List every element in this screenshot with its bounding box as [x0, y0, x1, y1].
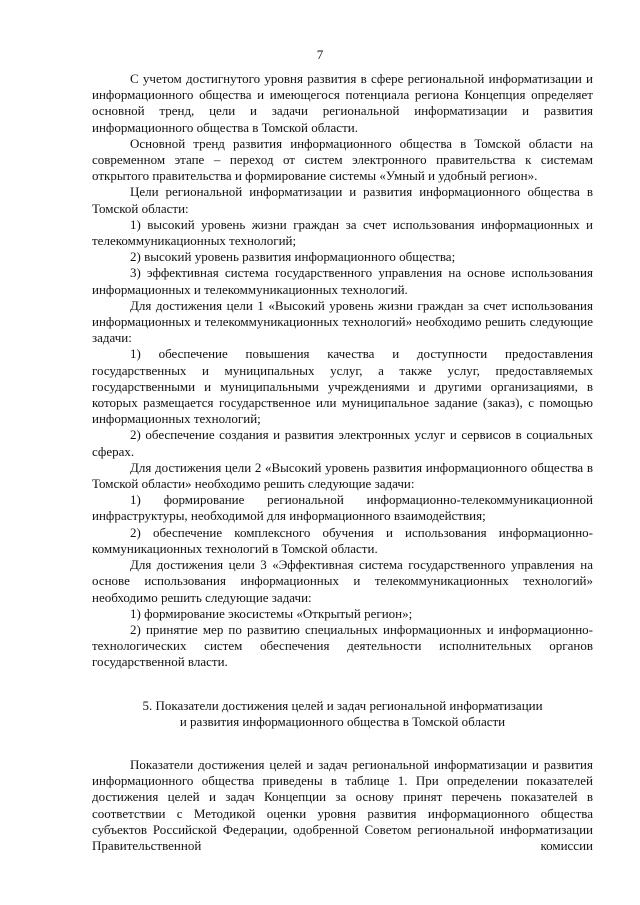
paragraph: 1) формирование региональной информационно-телекоммуникационной инфраструктуры, необходимой для информационного взаимодействия; — [92, 492, 593, 524]
paragraph: Основной тренд развития информационного общества в Томской области на современном этапе – переход от систем электронного правительства к системам открытого правительства и формирование системы «Умный и удобный регион». — [92, 135, 593, 184]
paragraph: 2) обеспечение комплексного обучения и использования информационно-коммуникационных технологий в Томской области. — [92, 524, 593, 556]
paragraph: Показатели достижения целей и задач региональной информатизации и развития информационного общества приведены в таблице 1. При определении показателей достижения целей и задач Концепции за основу принят перечень показателей в соответствии с Методикой оценки уровня развития информационного общества субъектов Российской Федерации, одобренной Советом региональной информатизации Правительственной комиссии — [92, 756, 593, 853]
text-block-before — [92, 71, 593, 671]
paragraph: 3) эффективная система государственного управления на основе использования информационных и телекоммуникационных технологий. — [92, 265, 593, 297]
section-heading — [92, 698, 593, 730]
text-block-after — [92, 757, 593, 854]
paragraph: С учетом достигнутого уровня развития в сфере региональной информатизации и информационного общества и имеющегося потенциала региона Концепция определяет основной тренд, цели и задачи региональной информатизации и развития информационного общества в Томской области. — [92, 71, 593, 135]
document-body — [92, 71, 593, 854]
paragraph: Для достижения цели 3 «Эффективная система государственного управления на основе использования информационных и телекоммуникационных технологий» необходимо решить следующие задачи: — [92, 557, 593, 605]
paragraph: 1) обеспечение повышения качества и доступности предоставления государственных и муниципальных услуг, а также услуг, предоставляемых государственными и муниципальными учреждениями и другими организациями, в которых размещается государственное или муниципальное задание (заказ), с помощью информационных технологий; — [92, 346, 593, 427]
paragraph: 2) высокий уровень развития информационного общества; — [130, 249, 456, 265]
page-number: 7 — [316, 47, 324, 62]
section-heading-line1: 5. Показатели достижения целей и задач региональной информатизации — [142, 697, 543, 713]
paragraph: Для достижения цели 2 «Высокий уровень развития информационного общества в Томской области» необходимо решить следующие задачи: — [92, 459, 593, 492]
paragraph: 2) принятие мер по развитию специальных информационных и информационно-технологических систем обеспечения деятельности исполнительных органов государственной власти. — [92, 621, 593, 670]
section-heading-line2: и развития информационного общества в Томской области — [179, 713, 506, 729]
paragraph: 1) формирование экосистемы «Открытый регион»; — [130, 605, 413, 621]
paragraph: 1) высокий уровень жизни граждан за счет использования информационных и телекоммуникационных технологий; — [92, 216, 593, 249]
paragraph: 2) обеспечение создания и развития электронных услуг и сервисов в социальных сферах. — [92, 427, 593, 459]
paragraph: Цели региональной информатизации и развития информационного общества в Томской области: — [92, 184, 593, 216]
paragraph: Для достижения цели 1 «Высокий уровень жизни граждан за счет использования информационных и телекоммуникационных технологий» необходимо решить следующие задачи: — [92, 297, 593, 346]
